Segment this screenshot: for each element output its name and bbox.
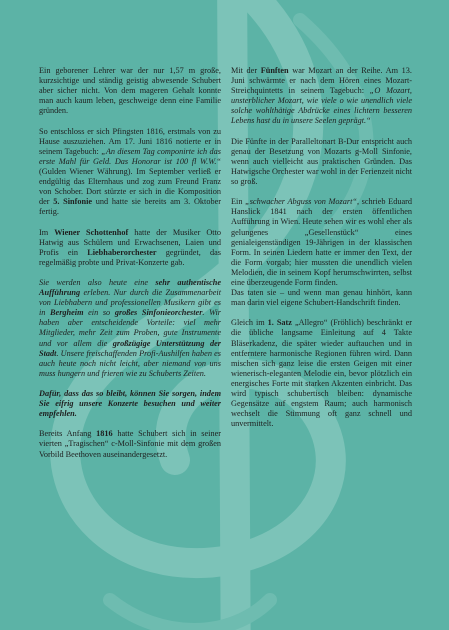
bold-appeal: Dafür, dass das so bleibt, können Sie sorgen, indem Sie eifrig unsere Konzerte besuchen und weiter empfehlen. [39, 389, 221, 419]
paragraph: So entschloss er sich Pfingsten 1816, erstmals von zu Hause auszuziehen. Am 17. Juni 1816 notierte er in seinem Tagebuch: „An diesem Tag componirte ich das erste Mahl für Geld. Das Honorar ist 100 fl W.W.“ (Gulden Wiener Währung). Im September verließ er endgültig das Elternhaus und zog zum Freund Franz von Schober. Dort stürzte er sich in die Komposition der 5. Sinfonie und hatte sie bereits am 3. Oktober fertig. [39, 126, 222, 217]
paragraph: Ein „schwacher Abguss von Mozart“, schrieb Eduard Hanslick 1841 nach der ersten öffentlichen Aufführung in Wien. Heute sehen wir es wohl eher als gelungenes „Gesellenstück“ eines genialeigenständigen 19-Jährigen in der klassischen Form. In seinen Liedern hatte er immer den Text, der die Form vorgab; hier mussten die unendlich vielen Melodien, die in seinem Kopf herumschwirrten, selbst eine überzeugende Form finden. [231, 197, 412, 287]
paragraph: Ein geborener Lehrer war der nur 1,57 m große, kurzsichtige und ständig geistig abwesende Schubert aber sicher nicht. Von dem mageren Gehalt konnte man auch kaum leben, geschweige denn eine Familie gründen. [39, 66, 221, 116]
paragraph: Die Fünfte in der Paralleltonart B-Dur entspricht auch genau der Besetzung von Mozarts g-Moll Sinfonie, wenn auch vielleicht aus praktischen Gründen. Das Hatwigsche Orchester war wohl in der Ferienzeit nicht so groß. [231, 136, 412, 187]
left-column [39, 66, 221, 470]
paragraph: Gleich im 1. Satz „Allegro“ (Fröhlich) beschränkt er die übliche langsame Einleitung auf 4 Takte Bläserkadenz, die später wieder auftauchen und in entferntere harmonische Regionen führen wird. Dann mischen sich ganz leise die ersten Geigen mit einer wienerisch-eleganten Melodie ein, bevor plötzlich ein energisches Forte mit starken Akzenten einbricht. Das wird typisch schubertisch bleiben: dynamische Gegensätze auf engstem Raum; auch harmonisch wechselt die Stimmung oft ganz schnell und unvermittelt. [231, 318, 413, 429]
paragraph: Das taten sie – und wenn man genau hinhört, kann man darin viel eigene Schubert-Handschrift finden. [231, 288, 412, 308]
paragraph: Im Wiener Schottenhof hatte der Musiker Otto Hatwig aus Schülern und Erwachsenen, Laien und Profis ein Liebhaberorchester gegründet, das regelmäßig probte und Privat-Konzerte gab. [39, 227, 221, 267]
paragraph: Mit der Fünften war Mozart an der Reihe. Am 13. Juni schwärmte er nach dem Hören eines Mozart-Streichquintetts in seinem Tagebuch: „O Mozart, unsterblicher Mozart, wie viele o wie unendlich viele solche wohlthätige Abdrücke eines lichtern besseren Lebens hast du in unsere Seelen geprägt.“ [231, 66, 412, 126]
right-column [231, 66, 412, 439]
paragraph: Bereits Anfang 1816 hatte Schubert sich in seiner vierten „Tragischen“ c-Moll-Sinfonie mit dem großen Vorbild Beethoven auseinandergesetzt. [39, 429, 222, 459]
italic-note: Sie werden also heute eine sehr authentische Aufführung erleben. Nur durch die Zusammenarbeit von Liebhabern und professionellen Musikern gibt es in Bergheim ein so großes Sinfonieorchester. Wir haben aber entscheidende Vorteile: viel mehr Mitglieder, mehr Zeit zum Proben, gute Instrumente und vor allem die großzügige Unterstützung der Stadt. Unsere freischaffenden Profi-Aushilfen haben es auch heute noch nicht leicht, aber niemand von uns muss hungern und frieren wie zu Schuberts Zeiten. [39, 277, 222, 378]
